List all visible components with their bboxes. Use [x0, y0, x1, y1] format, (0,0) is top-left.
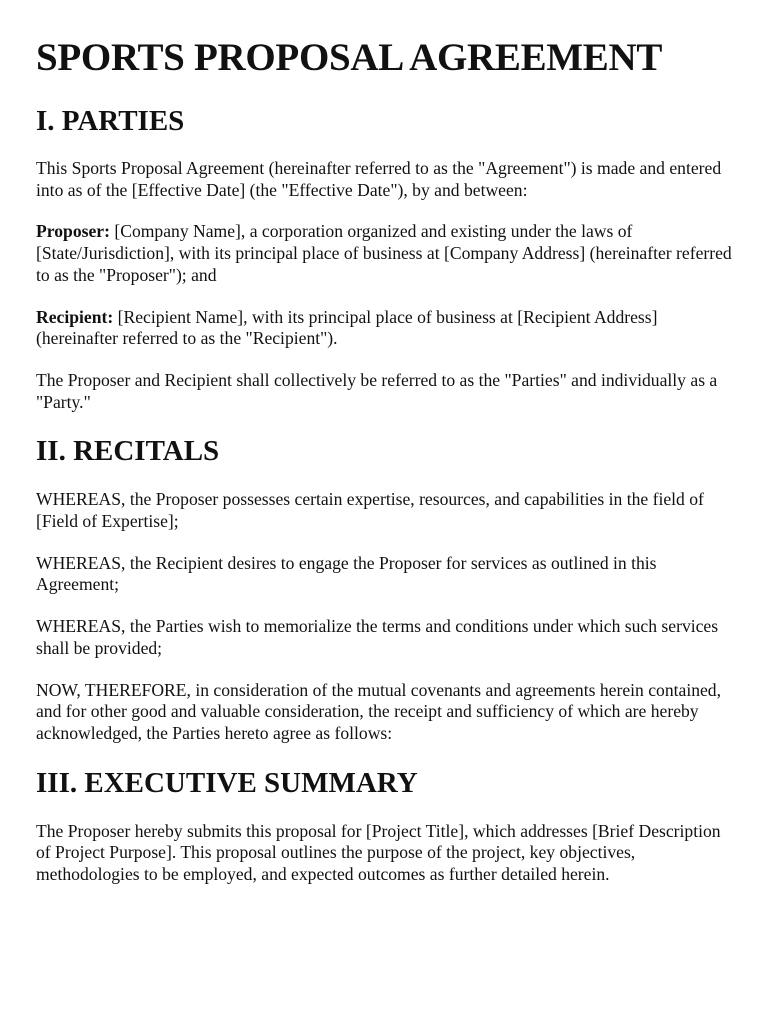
recipient-text: [Recipient Name], with its principal place of business at [Recipient Address] (hereinafter referred to as the "Recipient").: [36, 306, 658, 349]
proposer-paragraph: [36, 221, 734, 286]
section-heading-executive-summary: III. EXECUTIVE SUMMARY: [36, 766, 418, 799]
section-heading-parties: I. PARTIES: [36, 105, 185, 137]
recital-paragraph: WHEREAS, the Proposer possesses certain expertise, resources, and capabilities in the field of [Field of Expertise];: [36, 489, 704, 532]
recipient-paragraph: [36, 307, 734, 350]
proposer-text: [Company Name], a corporation organized and existing under the laws of [State/Jurisdiction], with its principal place of business at [Company Address] (hereinafter referred to as the "Proposer"); and: [36, 221, 732, 285]
parties-collective-paragraph: The Proposer and Recipient shall collectively be referred to as the "Parties" and individually as a "Party.": [36, 369, 718, 412]
recipient-label: Recipient:: [36, 306, 114, 327]
document-title: SPORTS PROPOSAL AGREEMENT: [36, 36, 663, 79]
executive-summary-paragraph: The Proposer hereby submits this proposal for [Project Title], which addresses [Brief Description of Project Purpose]. This proposal outlines the purpose of the project, key objectives, methodologies to be employed, and expected outcomes as further detailed herein.: [36, 820, 721, 885]
section-heading-recitals: II. RECITALS: [36, 435, 220, 468]
recital-paragraph: WHEREAS, the Parties wish to memorialize the terms and conditions under which such services shall be provided;: [36, 616, 719, 658]
recital-paragraph: WHEREAS, the Recipient desires to engage the Proposer for services as outlined in this Agreement;: [36, 552, 657, 595]
proposer-label: Proposer:: [36, 221, 110, 242]
parties-intro-paragraph: This Sports Proposal Agreement (hereinafter referred to as the "Agreement") is made and entered into as of the [Effective Date] (the "Effective Date"), by and between:: [36, 158, 722, 200]
recital-paragraph: NOW, THEREFORE, in consideration of the mutual covenants and agreements herein contained, and for other good and valuable consideration, the receipt and sufficiency of which are hereby acknowledged, the Parties hereto agree as follows:: [36, 679, 722, 743]
